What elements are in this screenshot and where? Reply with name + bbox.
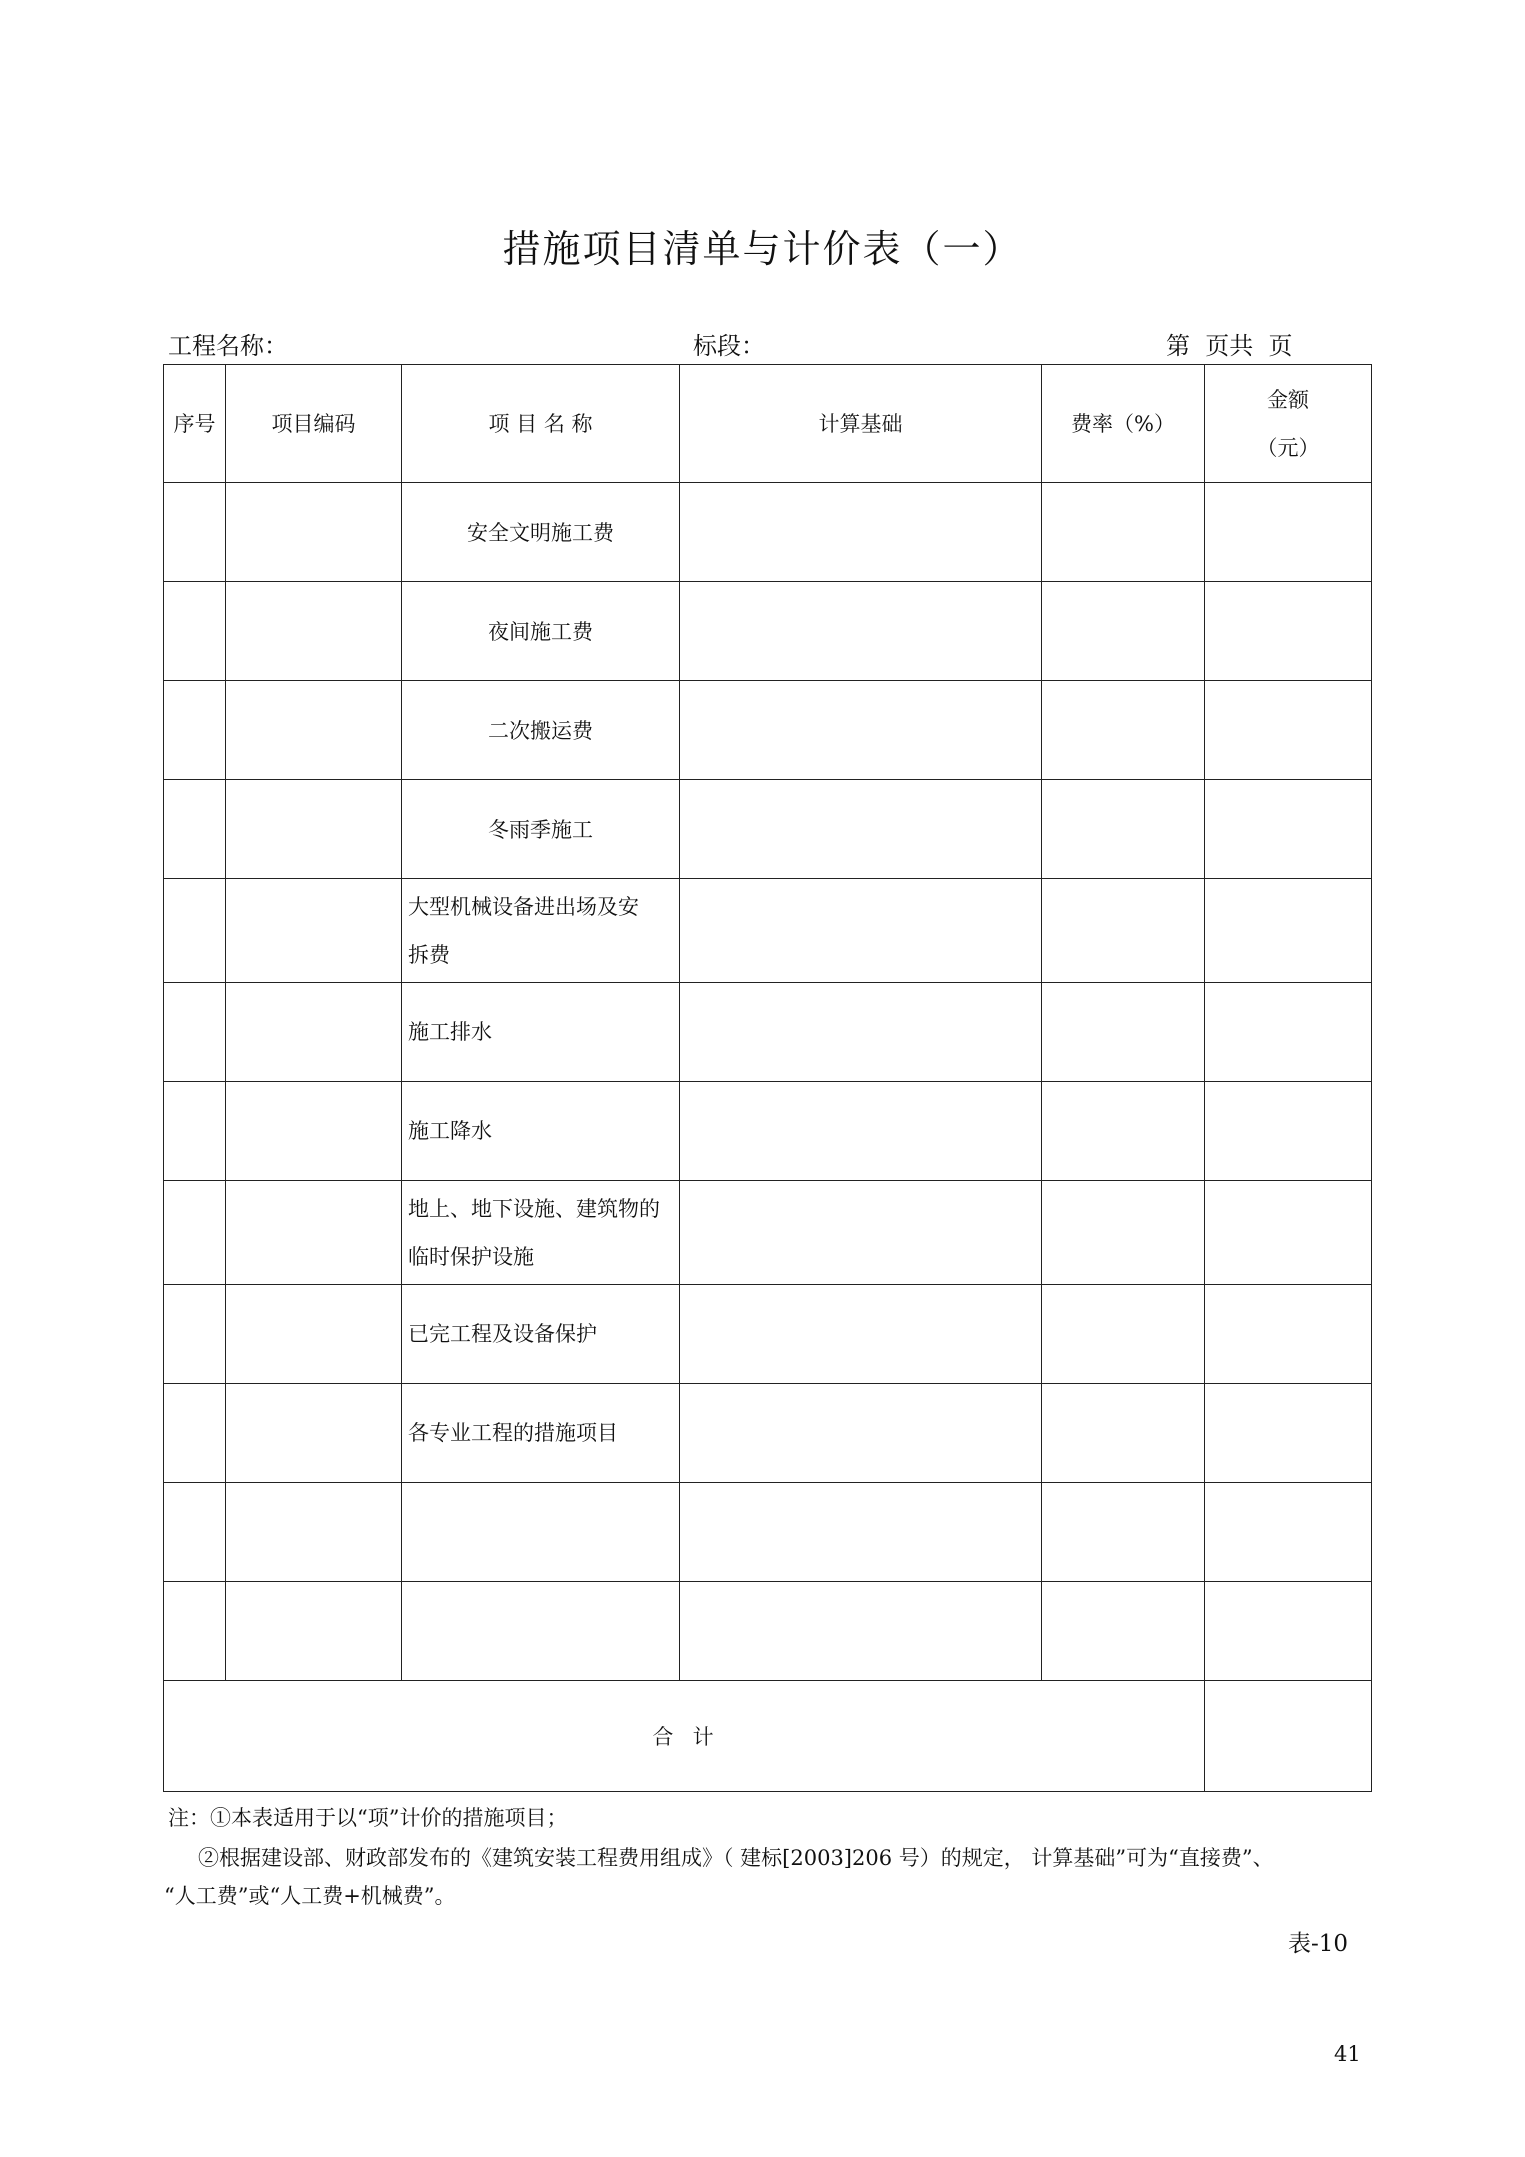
- code-cell: [226, 582, 402, 681]
- measures-pricing-table: [163, 364, 1372, 1792]
- rate-cell: [1042, 1384, 1205, 1483]
- col-header-basis: 计算基础: [680, 365, 1042, 483]
- col-header-amount: [1205, 365, 1372, 483]
- amount-cell: [1205, 1285, 1372, 1384]
- basis-cell: [680, 681, 1042, 780]
- table-header-row: [164, 365, 1372, 483]
- basis-cell: [680, 582, 1042, 681]
- rate-cell: [1042, 1483, 1205, 1582]
- item-name-cell: [402, 1181, 680, 1285]
- item-name: 安全文明施工费: [467, 521, 614, 545]
- item-name-cell: [402, 1285, 680, 1384]
- col-header-rate: 费率（%）: [1042, 365, 1205, 483]
- item-name-cell: [402, 780, 680, 879]
- item-name: 施工降水: [408, 1119, 492, 1143]
- index-cell: [164, 1384, 226, 1483]
- item-name-cell: [402, 879, 680, 983]
- item-name: 地上、地下设施、建筑物的: [408, 1196, 660, 1221]
- table-row: [164, 1483, 1372, 1582]
- rate-cell: [1042, 1582, 1205, 1681]
- col-header-index: 序号: [164, 365, 226, 483]
- item-name: 冬雨季施工: [488, 818, 593, 842]
- amount-cell: [1205, 1384, 1372, 1483]
- basis-cell: [680, 1483, 1042, 1582]
- index-cell: [164, 681, 226, 780]
- rate-cell: [1042, 879, 1205, 983]
- rate-cell: [1042, 1181, 1205, 1285]
- item-name-line2: 临时保护设施: [408, 1244, 534, 1269]
- amount-cell: [1205, 483, 1372, 582]
- code-cell: [226, 879, 402, 983]
- index-cell: [164, 483, 226, 582]
- table-row: [164, 681, 1372, 780]
- basis-cell: [680, 780, 1042, 879]
- total-label-cell: [164, 1681, 1205, 1792]
- basis-cell: [680, 483, 1042, 582]
- index-cell: [164, 1082, 226, 1181]
- col-header-amount-line2: （元）: [1256, 435, 1320, 460]
- page-count-label: 第 页共 页: [1166, 332, 1293, 360]
- amount-cell: [1205, 879, 1372, 983]
- item-name: 大型机械设备进出场及安: [408, 894, 639, 919]
- index-cell: [164, 1181, 226, 1285]
- total-amount-cell: [1205, 1681, 1372, 1792]
- item-name-cell: [402, 983, 680, 1082]
- basis-cell: [680, 1181, 1042, 1285]
- item-name-line2: 拆费: [408, 942, 450, 967]
- rate-cell: [1042, 582, 1205, 681]
- index-cell: [164, 780, 226, 879]
- page-number: 41: [1334, 2042, 1361, 2066]
- code-cell: [226, 1384, 402, 1483]
- note-1: 注：①本表适用于以“项”计价的措施项目；: [168, 1806, 568, 1830]
- col-header-name: 项 目 名 称: [402, 365, 680, 483]
- amount-cell: [1205, 780, 1372, 879]
- amount-cell: [1205, 582, 1372, 681]
- index-cell: [164, 1285, 226, 1384]
- table-row: [164, 983, 1372, 1082]
- code-cell: [226, 483, 402, 582]
- note-2: ②根据建设部、财政部发布的《建筑安装工程费用组成》（ 建标[2003]206 号）的规定， 计算基础”可为“直接费”、: [198, 1846, 1274, 1870]
- table-row: [164, 582, 1372, 681]
- amount-cell: [1205, 1483, 1372, 1582]
- table-row: [164, 483, 1372, 582]
- item-name-cell: [402, 681, 680, 780]
- item-name-cell: [402, 1483, 680, 1582]
- item-name-cell: [402, 483, 680, 582]
- basis-cell: [680, 1285, 1042, 1384]
- index-cell: [164, 879, 226, 983]
- code-cell: [226, 1582, 402, 1681]
- total-row: [164, 1681, 1372, 1792]
- table-number: 表-10: [1288, 1931, 1349, 1957]
- item-name: 夜间施工费: [488, 620, 593, 644]
- code-cell: [226, 681, 402, 780]
- project-name-label: 工程名称：: [168, 332, 288, 360]
- basis-cell: [680, 1384, 1042, 1483]
- item-name-cell: [402, 582, 680, 681]
- code-cell: [226, 1483, 402, 1582]
- amount-cell: [1205, 1082, 1372, 1181]
- page-title: 措施项目清单与计价表（一）: [502, 227, 1023, 271]
- rate-cell: [1042, 780, 1205, 879]
- table-row: [164, 1181, 1372, 1285]
- index-cell: [164, 1483, 226, 1582]
- basis-cell: [680, 1082, 1042, 1181]
- table-row: [164, 879, 1372, 983]
- item-name: 各专业工程的措施项目: [408, 1421, 618, 1445]
- index-cell: [164, 582, 226, 681]
- code-cell: [226, 1082, 402, 1181]
- table-row: [164, 1082, 1372, 1181]
- item-name: 已完工程及设备保护: [408, 1322, 597, 1346]
- section-label: 标段：: [693, 332, 765, 360]
- basis-cell: [680, 983, 1042, 1082]
- item-name: 施工排水: [408, 1020, 492, 1044]
- rate-cell: [1042, 1285, 1205, 1384]
- code-cell: [226, 780, 402, 879]
- index-cell: [164, 1582, 226, 1681]
- code-cell: [226, 1285, 402, 1384]
- rate-cell: [1042, 1082, 1205, 1181]
- total-label: 合 计: [652, 1725, 716, 1749]
- basis-cell: [680, 1582, 1042, 1681]
- item-name-cell: [402, 1582, 680, 1681]
- table-row: [164, 1582, 1372, 1681]
- amount-cell: [1205, 983, 1372, 1082]
- amount-cell: [1205, 1582, 1372, 1681]
- rate-cell: [1042, 483, 1205, 582]
- basis-cell: [680, 879, 1042, 983]
- col-header-amount-line1: 金额: [1267, 387, 1309, 412]
- col-header-code: 项目编码: [226, 365, 402, 483]
- note-3: “人工费”或“人工费+机械费”。: [164, 1884, 456, 1908]
- table-row: [164, 780, 1372, 879]
- table-row: [164, 1384, 1372, 1483]
- amount-cell: [1205, 1181, 1372, 1285]
- item-name: 二次搬运费: [488, 719, 593, 743]
- amount-cell: [1205, 681, 1372, 780]
- rate-cell: [1042, 681, 1205, 780]
- table-row: [164, 1285, 1372, 1384]
- item-name-cell: [402, 1082, 680, 1181]
- code-cell: [226, 983, 402, 1082]
- rate-cell: [1042, 983, 1205, 1082]
- item-name-cell: [402, 1384, 680, 1483]
- code-cell: [226, 1181, 402, 1285]
- index-cell: [164, 983, 226, 1082]
